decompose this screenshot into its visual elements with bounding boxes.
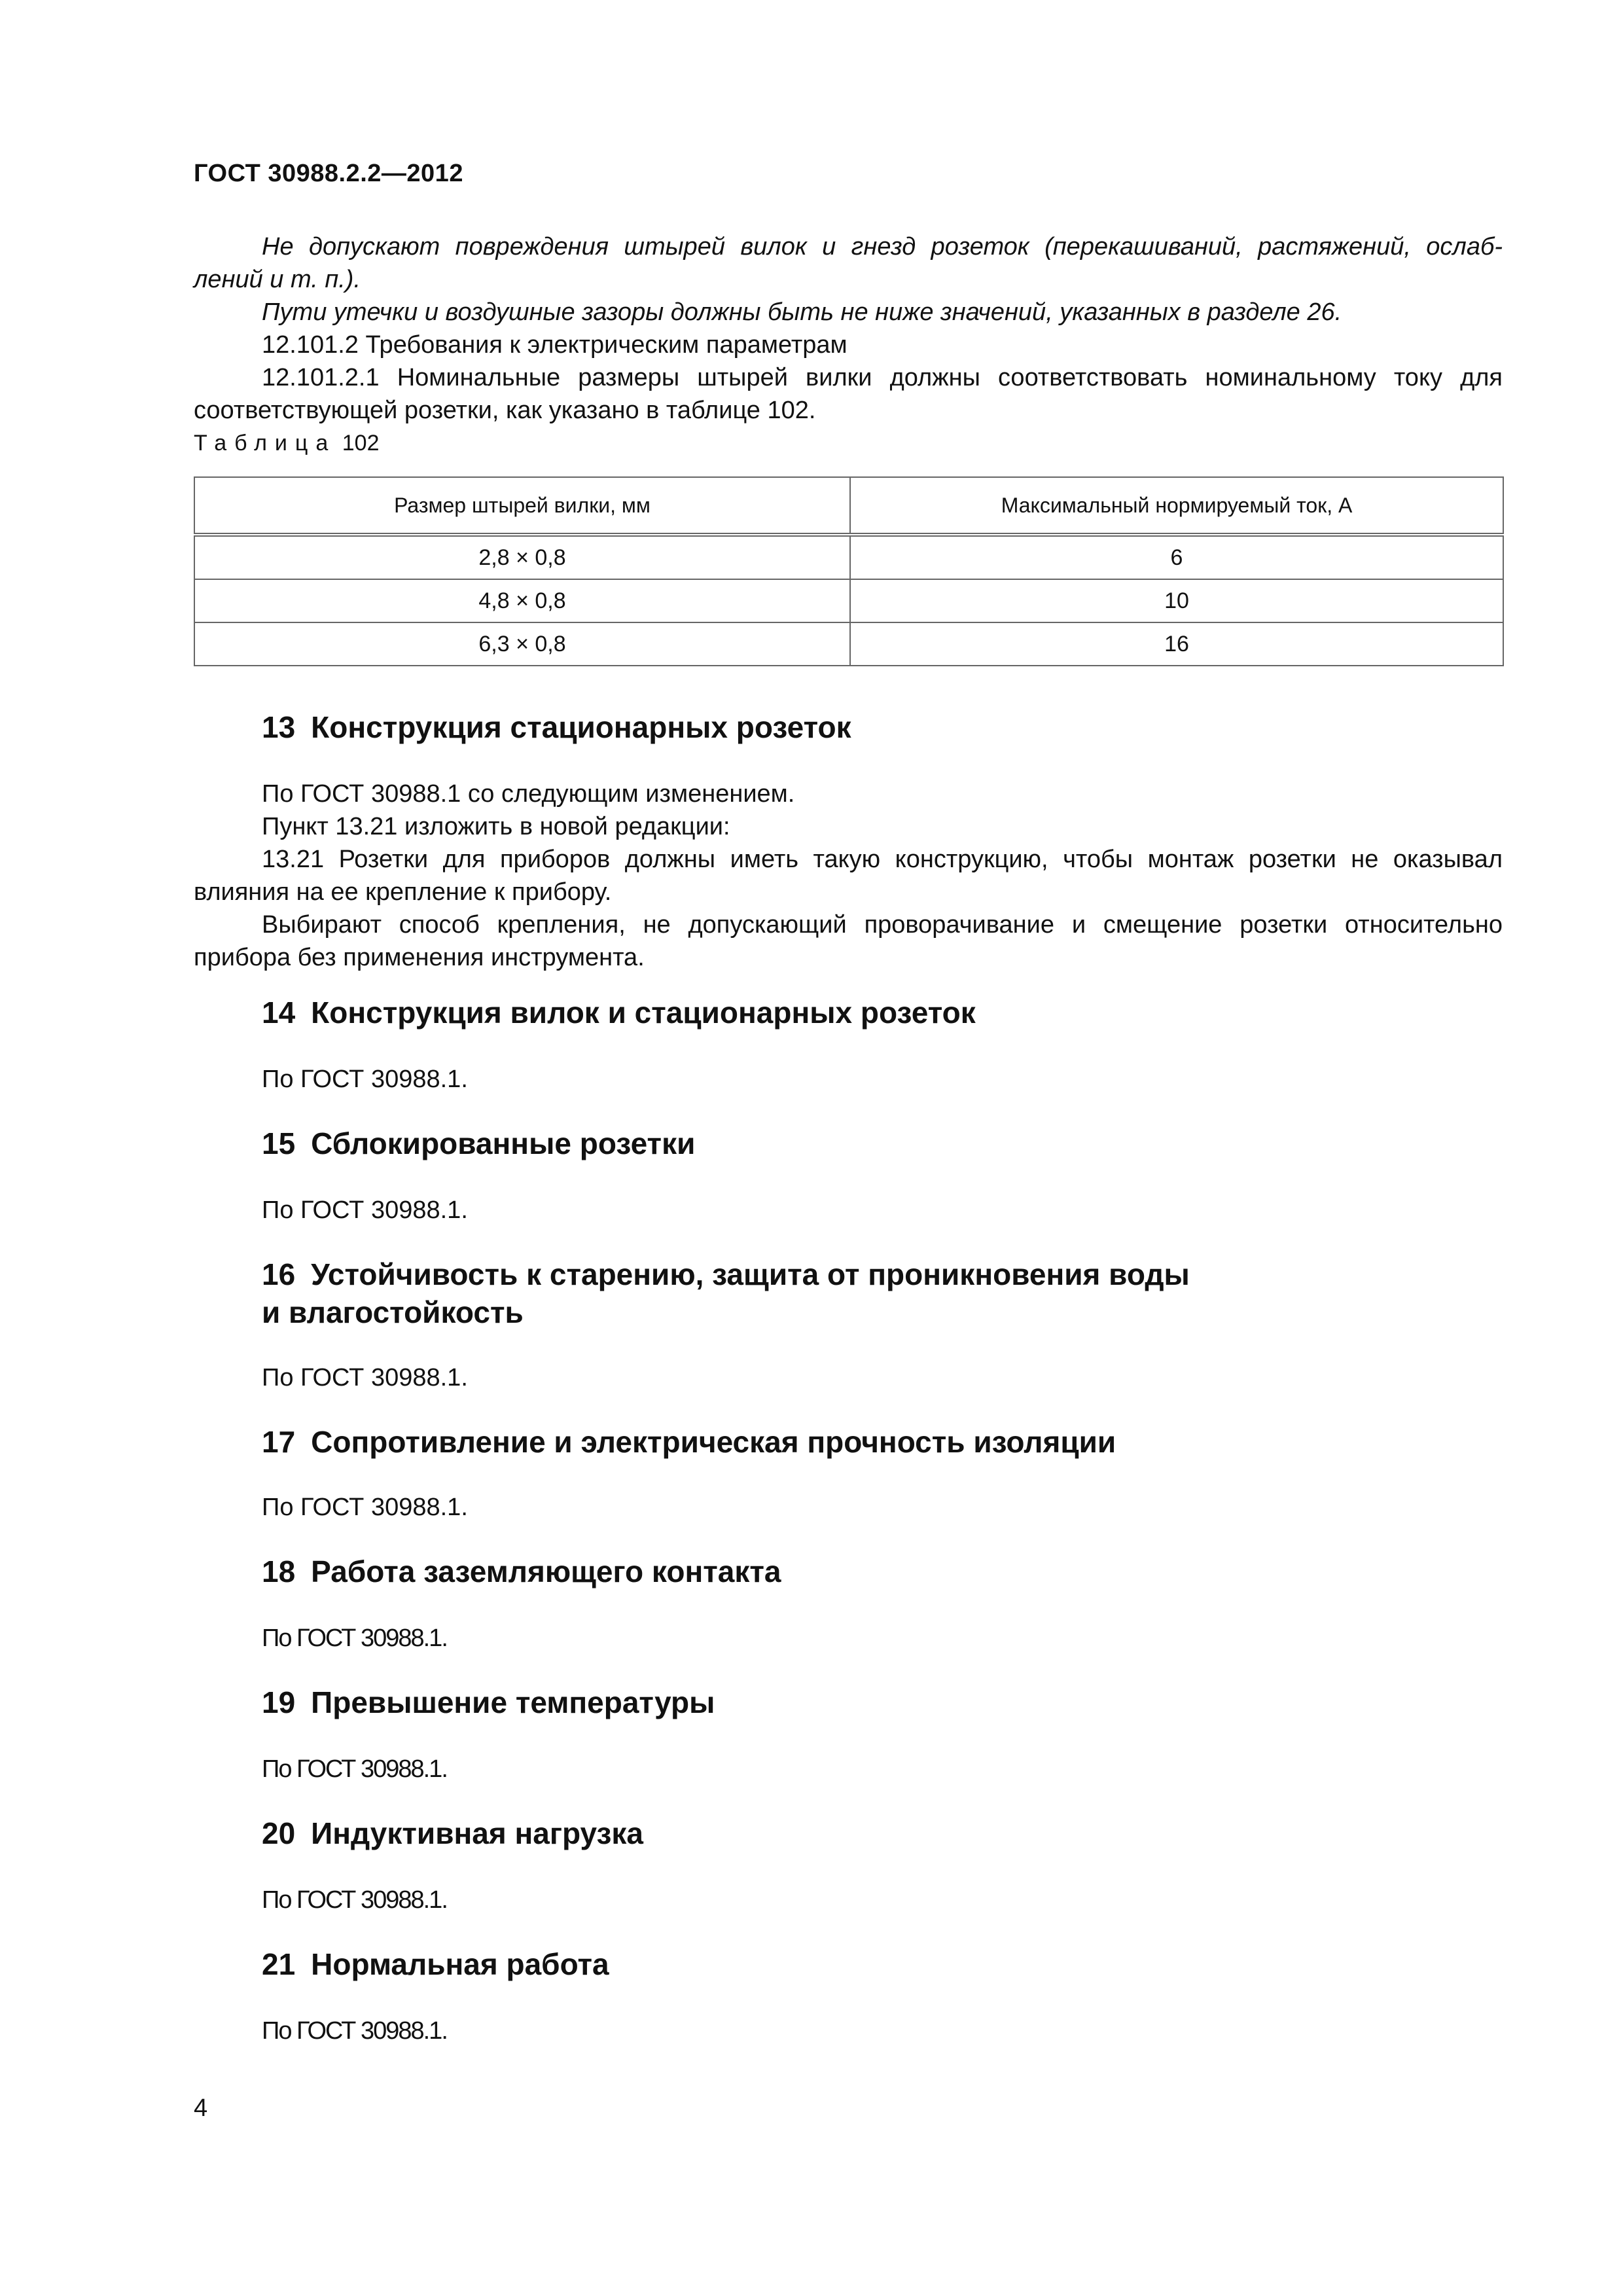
table-caption-number: 102 — [342, 431, 380, 456]
section-18-ref: По ГОСТ 30988.1. — [262, 1624, 447, 1652]
section-title: Устойчивость к старению, защита от проникновения воды — [311, 1257, 1190, 1291]
section-number: 21 — [262, 1947, 296, 1981]
intro-para-3: 12.101.2 Требования к электрическим параметрам — [262, 331, 847, 359]
section-title: Работа заземляющего контакта — [311, 1554, 781, 1588]
section-13-line-1: По ГОСТ 30988.1 со следующим изменением. — [262, 780, 795, 808]
section-15-heading — [262, 1124, 695, 1162]
section-13-text — [194, 778, 1503, 974]
section-number: 18 — [262, 1554, 296, 1588]
section-20-heading — [262, 1814, 643, 1852]
intro-para-1-line-2: лений и т. п.). — [194, 266, 361, 293]
section-14-heading — [262, 994, 976, 1031]
section-14-ref: По ГОСТ 30988.1. — [262, 1066, 468, 1093]
intro-para-4-line-2: соответствующей розетки, как указано в таблице 102. — [194, 397, 816, 424]
table-caption — [194, 431, 380, 456]
document-id: ГОСТ 30988.2.2—2012 — [194, 160, 463, 187]
intro-para-1-line-1: Не допускают повреждения штырей вилок и гнезд розеток (перекашиваний, растяжений, ослаб- — [262, 233, 1503, 260]
section-13-heading — [262, 708, 851, 746]
table-cell: 6 — [850, 535, 1503, 579]
section-title: Конструкция стационарных розеток — [311, 710, 851, 744]
table-102 — [194, 476, 1504, 666]
section-19-ref: По ГОСТ 30988.1. — [262, 1755, 447, 1783]
section-title: Сблокированные розетки — [311, 1126, 696, 1160]
table-cell: 16 — [850, 622, 1503, 666]
section-number: 19 — [262, 1685, 296, 1719]
table-row — [194, 535, 1503, 579]
section-16-heading — [262, 1255, 1190, 1331]
intro-para-4-line-1: 12.101.2.1 Номинальные размеры штырей вилки должны соответствовать номинальному току для — [262, 364, 1503, 391]
section-title: Индуктивная нагрузка — [311, 1816, 643, 1850]
section-13-line-3b: влияния на ее крепление к прибору. — [194, 878, 612, 906]
section-title: Нормальная работа — [311, 1947, 609, 1981]
section-title: Конструкция вилок и стационарных розеток — [311, 996, 976, 1030]
table-cell: 6,3 × 0,8 — [194, 622, 850, 666]
section-number: 13 — [262, 710, 296, 744]
section-19-heading — [262, 1683, 715, 1721]
section-16-ref: По ГОСТ 30988.1. — [262, 1364, 468, 1391]
section-15-ref: По ГОСТ 30988.1. — [262, 1196, 468, 1224]
table-caption-word: Таблица — [194, 431, 336, 456]
section-13-line-3a: 13.21 Розетки для приборов должны иметь такую конструкцию, чтобы монтаж розетки не оказывал — [262, 846, 1503, 873]
section-21-ref: По ГОСТ 30988.1. — [262, 2017, 447, 2045]
section-17-ref: По ГОСТ 30988.1. — [262, 1494, 468, 1521]
section-number: 17 — [262, 1425, 296, 1459]
section-number: 14 — [262, 996, 296, 1030]
section-title: Превышение температуры — [311, 1685, 715, 1719]
table-header-cell: Размер штырей вилки, мм — [194, 477, 850, 535]
table-cell: 2,8 × 0,8 — [194, 535, 850, 579]
table-header-row — [194, 477, 1503, 535]
table-cell: 10 — [850, 579, 1503, 622]
section-title-continued: и влагостойкость — [262, 1295, 524, 1329]
section-number: 15 — [262, 1126, 296, 1160]
page-number: 4 — [194, 2094, 208, 2122]
section-number: 16 — [262, 1257, 296, 1291]
section-21-heading — [262, 1945, 609, 1983]
section-number: 20 — [262, 1816, 296, 1850]
intro-para-2: Пути утечки и воздушные зазоры должны быть не ниже значений, указанных в разделе 26. — [262, 298, 1342, 326]
table-row — [194, 579, 1503, 622]
section-17-heading — [262, 1423, 1116, 1461]
section-title: Сопротивление и электрическая прочность изоляции — [311, 1425, 1116, 1459]
section-20-ref: По ГОСТ 30988.1. — [262, 1886, 447, 1914]
section-13-line-2: Пункт 13.21 изложить в новой редакции: — [262, 813, 730, 840]
intro-text — [194, 230, 1503, 427]
section-13-line-4b: прибора без применения инструмента. — [194, 944, 645, 971]
table-cell: 4,8 × 0,8 — [194, 579, 850, 622]
section-18-heading — [262, 1552, 781, 1590]
table-header-cell: Максимальный нормируемый ток, А — [850, 477, 1503, 535]
table-row — [194, 622, 1503, 666]
section-13-line-4a: Выбирают способ крепления, не допускающий проворачивание и смещение розетки относительно — [262, 911, 1503, 939]
